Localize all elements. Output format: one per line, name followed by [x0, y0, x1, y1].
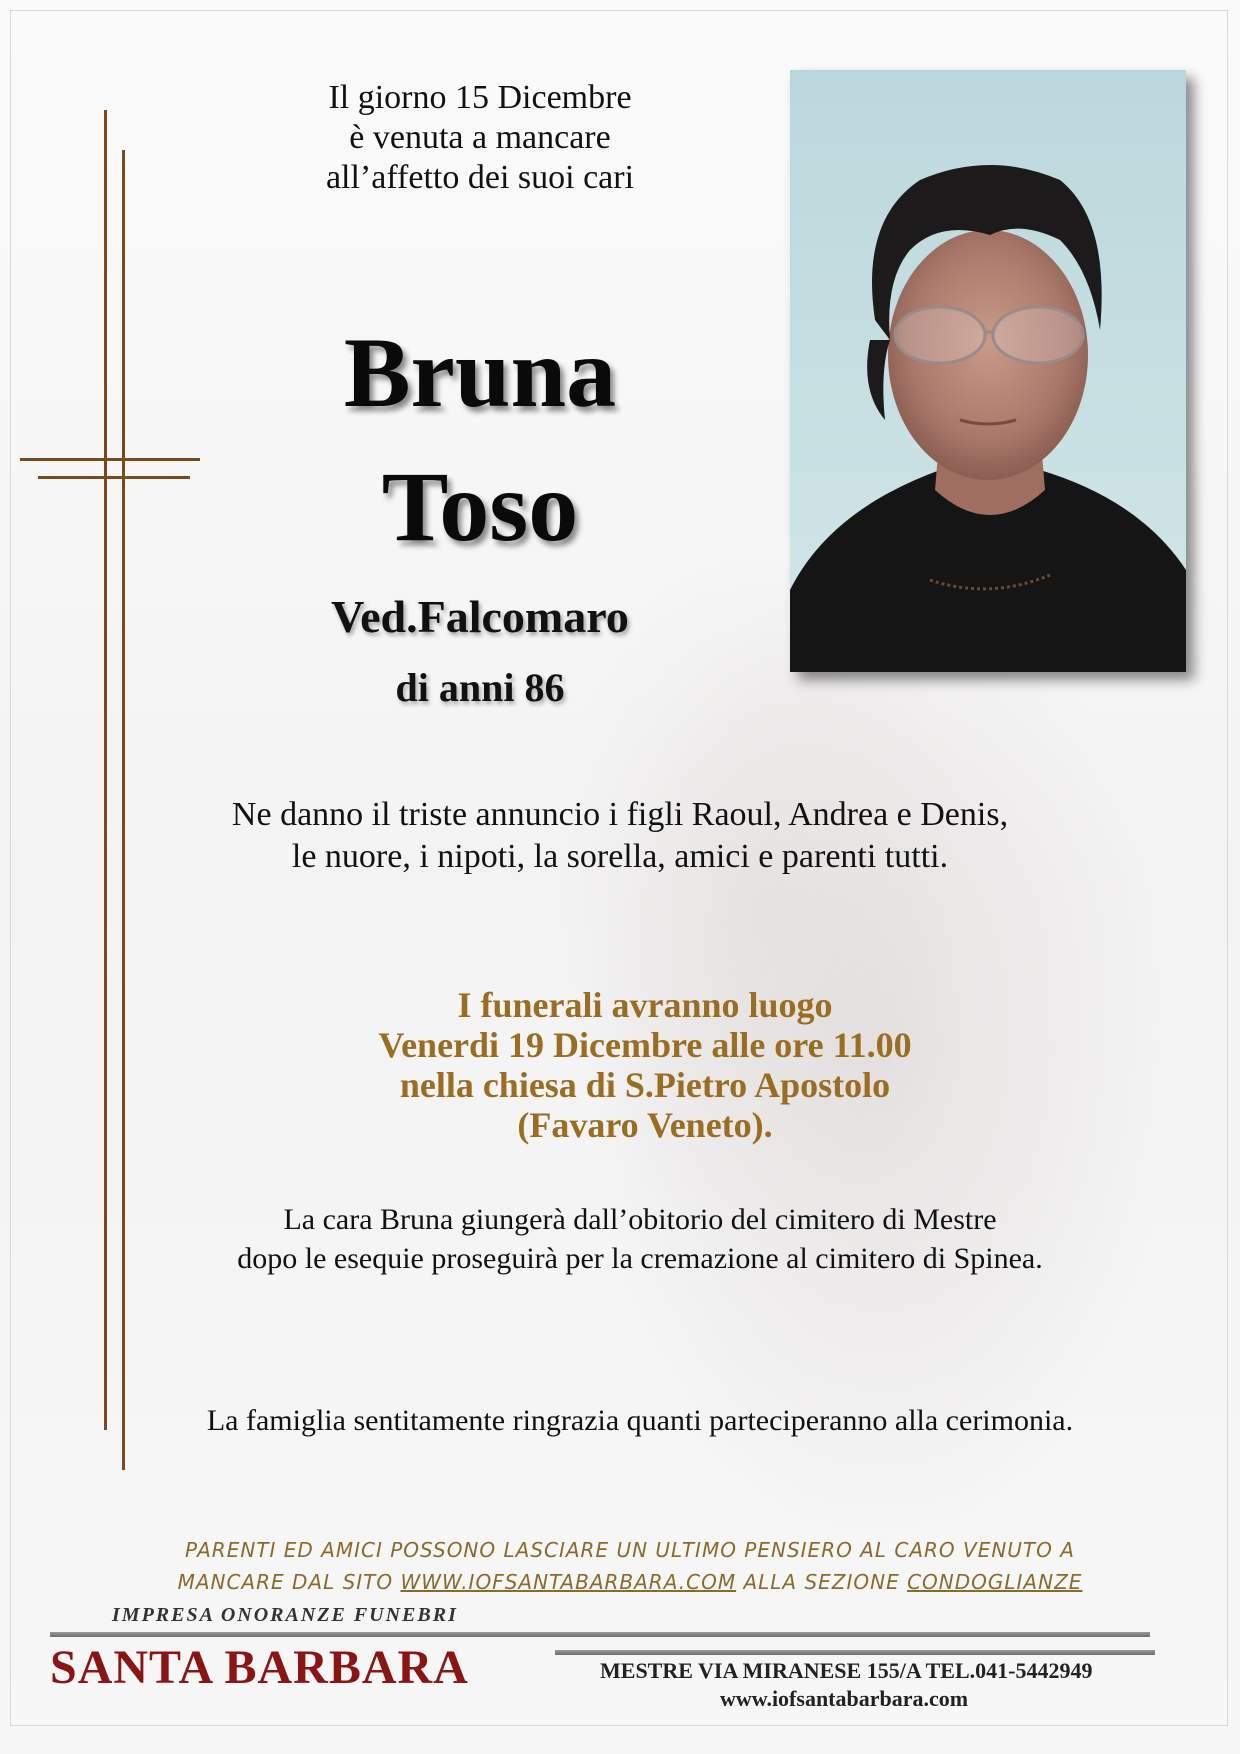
intro-line: Il giorno 15 Dicembre: [328, 79, 632, 116]
arrival-line: dopo le esequie proseguirà per la cremazione al cimitero di Spinea.: [237, 1242, 1043, 1275]
condolences-note: [100, 1534, 1160, 1598]
intro-line: all’affetto dei suoi cari: [325, 159, 635, 196]
announcement-line: le nuore, i nipoti, la sorella, amici e parenti tutti.: [291, 838, 949, 875]
brand-logo: SANTA BARBARA: [50, 1641, 469, 1694]
condolences-mid: ALLA SEZIONE: [743, 1570, 900, 1594]
condolences-section-link[interactable]: CONDOGLIANZE: [907, 1570, 1083, 1594]
announcement: [180, 794, 1060, 878]
site-link[interactable]: WWW.IOFSANTABARBARA.COM: [400, 1570, 737, 1594]
funeral-line: Venerdi 19 Dicembre alle ore 11.00: [378, 1025, 912, 1065]
thanks-text: La famiglia sentitamente ringrazia quanti parteciperanno alla cerimonia.: [206, 1404, 1074, 1437]
deceased-first-name: Bruna: [343, 317, 617, 428]
age: di anni 86: [395, 665, 565, 710]
widow-of: Ved.Falcomaro: [331, 591, 629, 642]
funeral-line: nella chiesa di S.Pietro Apostolo: [399, 1065, 891, 1105]
deceased-last-name: Toso: [381, 451, 579, 562]
funeral-line: (Favaro Veneto).: [517, 1105, 773, 1145]
condolences-line: PARENTI ED AMICI POSSONO LASCIARE UN ULTIMO PENSIERO AL CARO VENUTO A: [185, 1538, 1075, 1562]
arrival-info: [160, 1200, 1120, 1278]
condolences-line: [100, 1566, 1160, 1598]
funeral-line: I funerali avranno luogo: [457, 985, 833, 1025]
intro-line: è venuta a mancare: [349, 119, 611, 156]
arrival-line: La cara Bruna giungerà dall’obitorio del cimitero di Mestre: [283, 1203, 997, 1236]
announcement-line: Ne danno il triste annuncio i figli Raoul, Andrea e Denis,: [231, 796, 1009, 833]
funeral-info: [260, 985, 1030, 1145]
impresa-label: IMPRESA ONORANZE FUNEBRI: [112, 1604, 458, 1626]
footer-rule-top: [50, 1632, 1150, 1637]
address: MESTRE VIA MIRANESE 155/A TEL.041-5442949: [600, 1658, 1093, 1683]
condolences-prefix: MANCARE DAL SITO: [177, 1570, 394, 1594]
intro-text: [260, 78, 700, 198]
website-text: www.iofsantabarbara.com: [720, 1686, 969, 1711]
portrait-image: [790, 70, 1186, 672]
portrait-photo: [790, 70, 1186, 672]
footer-rule-right: [555, 1650, 1155, 1655]
